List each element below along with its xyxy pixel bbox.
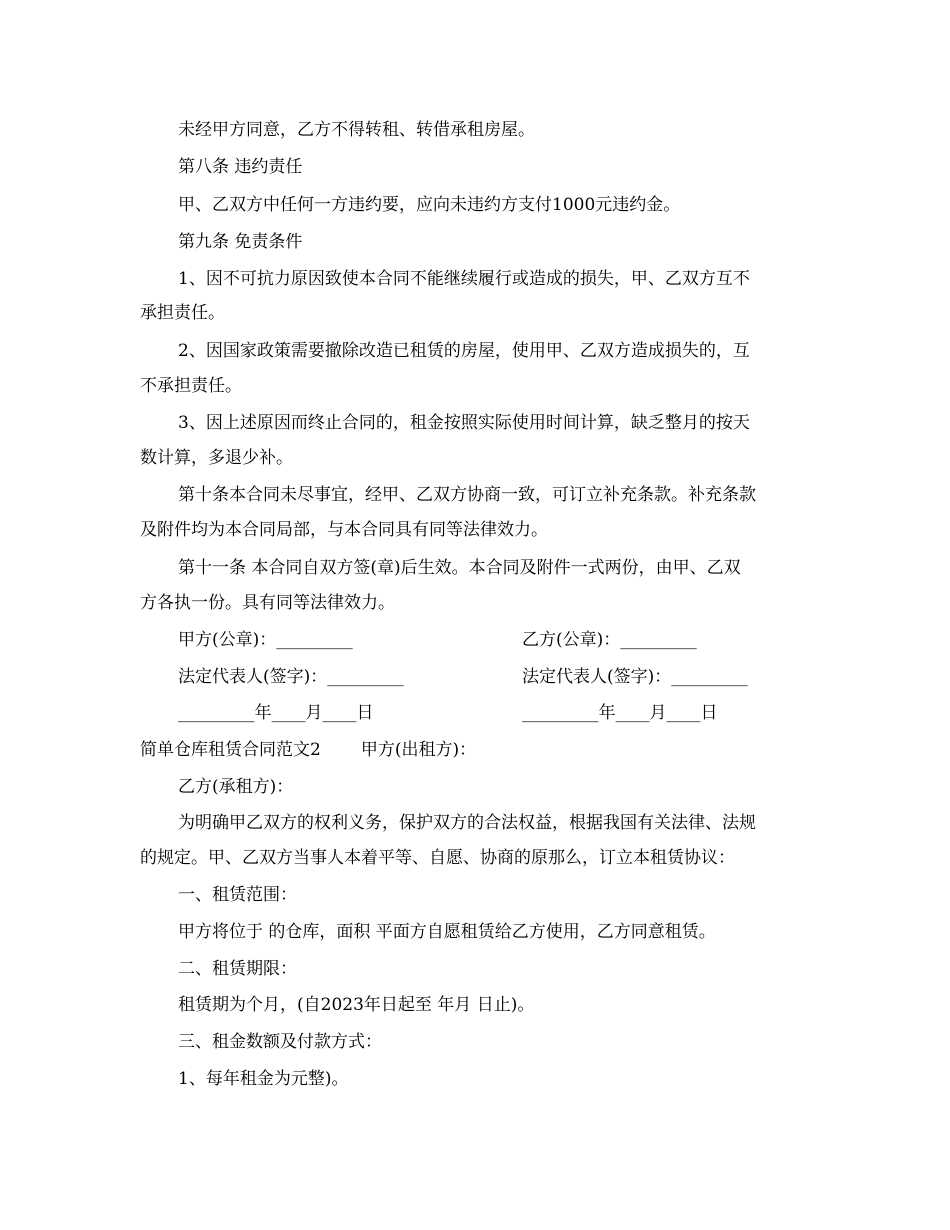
party-b-rep-field: 法定代表人(签字)：_________ [522,667,748,687]
text-line: 承担责任。 [140,303,225,323]
party-a-seal-field: 甲方(公章)：_________ [178,630,353,650]
text-line: 第十条本合同未尽事宜，经甲、乙双方协商一致，可订立补充条款。补充条款 [178,485,756,505]
second-contract-title: 简单仓库租赁合同范文2 [140,740,321,760]
text-line: 方各执一份。具有同等法律效力。 [140,593,395,613]
article-heading: 第八条 违约责任 [178,157,303,177]
text-line: 1、每年租金为元整)。 [178,1069,349,1089]
section-heading: 三、租金数额及付款方式： [178,1032,382,1052]
text-line: 租赁期为个月，(自2023年日起至 年月 日止)。 [178,995,535,1015]
party-b-date-field: _________年____月____日 [522,703,718,723]
text-line: 甲、乙双方中任何一方违约要，应向未违约方支付1000元违约金。 [178,195,681,215]
second-contract-heading [140,739,476,761]
text-line: 未经甲方同意，乙方不得转租、转借承租房屋。 [178,120,535,140]
text-line: 及附件均为本合同局部，与本合同具有同等法律效力。 [140,520,548,540]
section-heading: 二、租赁期限： [178,959,297,979]
party-a-date-field: _________年____月____日 [178,703,374,723]
text-line: 1、因不可抗力原因致使本合同不能继续履行或造成的损失，甲、乙双方互不 [178,269,750,289]
section-heading: 一、租赁范围： [178,885,297,905]
text-line: 第十一条 本合同自双方签(章)后生效。本合同及附件一式两份，由甲、乙双 [178,558,741,578]
party-a-rep-field: 法定代表人(签字)：_________ [178,667,404,687]
text-line: 的规定。甲、乙双方当事人本着平等、自愿、协商的原那么，订立本租赁协议： [140,848,735,868]
article-heading: 第九条 免责条件 [178,232,303,252]
text-line: 3、因上述原因而终止合同的，租金按照实际使用时间计算，缺乏整月的按天 [178,413,750,433]
lessor-label: 甲方(出租方)： [360,740,477,760]
text-line: 为明确甲乙双方的权利义务，保护双方的合法权益，根据我国有关法律、法规 [178,813,756,833]
text-line: 不承担责任。 [140,376,242,396]
text-line: 数计算，多退少补。 [140,448,293,468]
party-b-seal-field: 乙方(公章)：_________ [522,630,697,650]
lessee-label: 乙方(承租方)： [178,777,294,797]
text-line: 甲方将位于 的仓库，面积 平面方自愿租赁给乙方使用，乙方同意租赁。 [178,922,716,942]
text-line: 2、因国家政策需要撤除改造已租赁的房屋，使用甲、乙双方造成损失的，互 [178,341,750,361]
